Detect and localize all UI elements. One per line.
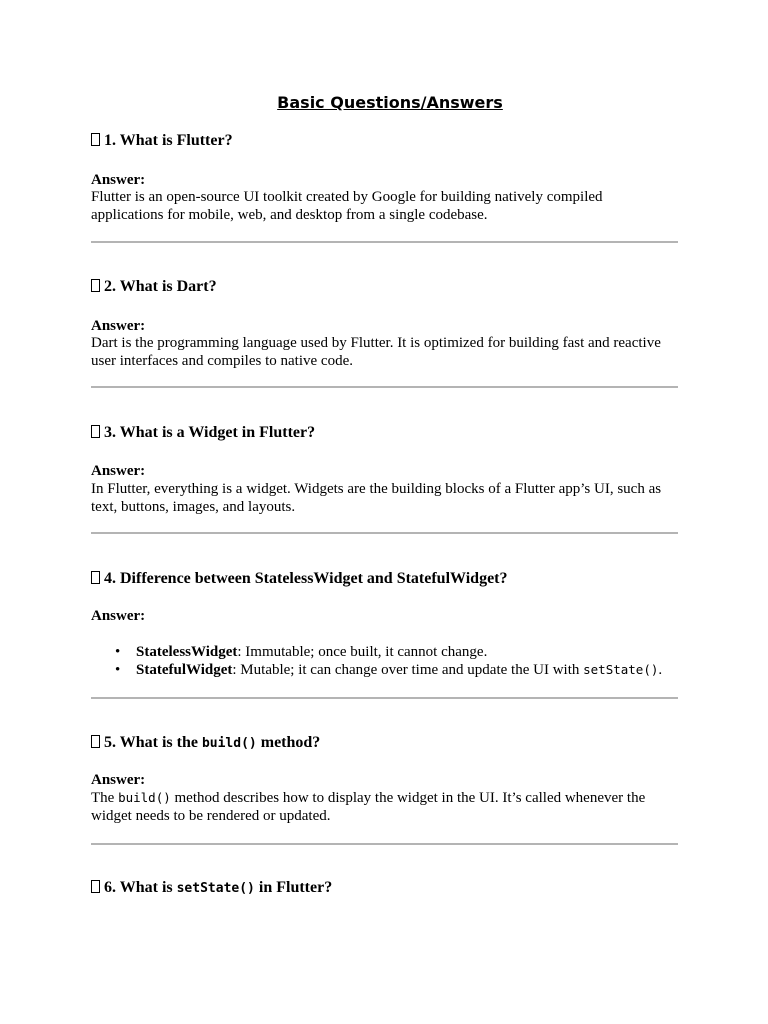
inline-code: build(): [201, 736, 257, 751]
bullet-icon: •: [115, 662, 121, 678]
bullet-term: StatefulWidget: [136, 662, 233, 678]
missing-glyph-icon: [91, 425, 100, 438]
missing-glyph-icon: [91, 133, 100, 146]
question-6-heading: [91, 878, 332, 899]
section-divider: [91, 241, 678, 243]
answer-5-prefix: The: [91, 790, 119, 806]
answer-1-text: Flutter is an open-source UI toolkit created by Google for building natively compiled applications for mobile, web, and desktop from a single codebase.: [91, 189, 603, 223]
inline-code: build(): [118, 790, 171, 805]
question-2-text: 2. What is Dart?: [104, 278, 217, 295]
document-title: Basic Questions/Answers: [277, 93, 503, 112]
answer-1-label: Answer:: [91, 172, 146, 188]
answer-4-label: Answer:: [91, 608, 146, 624]
question-4-heading: [91, 569, 508, 589]
question-1-heading: [91, 131, 233, 151]
question-3-heading: [91, 423, 315, 443]
section-divider: [91, 697, 678, 699]
inline-code: setState(): [583, 662, 659, 677]
answer-5-text: [91, 789, 678, 825]
bullet-text: : Mutable; it can change over time and update the UI with: [232, 662, 584, 678]
question-6-suffix: in Flutter?: [254, 879, 333, 896]
question-1-text: 1. What is Flutter?: [104, 132, 233, 149]
question-3-text: 3. What is a Widget in Flutter?: [104, 424, 316, 441]
missing-glyph-icon: [91, 735, 100, 748]
answer-2-label: Answer:: [91, 318, 146, 334]
question-5-heading: [91, 733, 320, 754]
answer-5-suffix: method describes how to display the widget in the UI. It’s called whenever the widget needs to be rendered or updated.: [91, 790, 646, 824]
answer-2-text: Dart is the programming language used by Flutter. It is optimized for building fast and reactive user interfaces and compiles to native code.: [91, 335, 661, 369]
answer-3-label: Answer:: [91, 463, 146, 479]
section-divider: [91, 843, 678, 845]
section-divider: [91, 386, 678, 388]
bullet-term: StatelessWidget: [136, 644, 238, 660]
missing-glyph-icon: [91, 279, 100, 292]
question-6-prefix: 6. What is: [104, 879, 177, 896]
list-item: [91, 643, 662, 661]
inline-code: setState(): [176, 881, 255, 896]
question-5-suffix: method?: [256, 734, 321, 751]
answer-5-label: Answer:: [91, 772, 146, 788]
bullet-icon: •: [115, 644, 121, 660]
question-2-heading: [91, 277, 217, 297]
missing-glyph-icon: [91, 571, 100, 584]
question-5-prefix: 5. What is the: [104, 734, 202, 751]
answer-4-list: [91, 643, 662, 679]
bullet-text-tail: .: [658, 662, 663, 678]
section-divider: [91, 532, 678, 534]
bullet-text: : Immutable; once built, it cannot change.: [237, 644, 488, 660]
answer-3-text: In Flutter, everything is a widget. Widgets are the building blocks of a Flutter app’s UI, such as text, buttons, images, and layouts.: [91, 481, 662, 515]
question-4-text: 4. Difference between StatelessWidget and StatefulWidget?: [104, 570, 508, 587]
missing-glyph-icon: [91, 880, 100, 893]
list-item: [91, 661, 662, 679]
